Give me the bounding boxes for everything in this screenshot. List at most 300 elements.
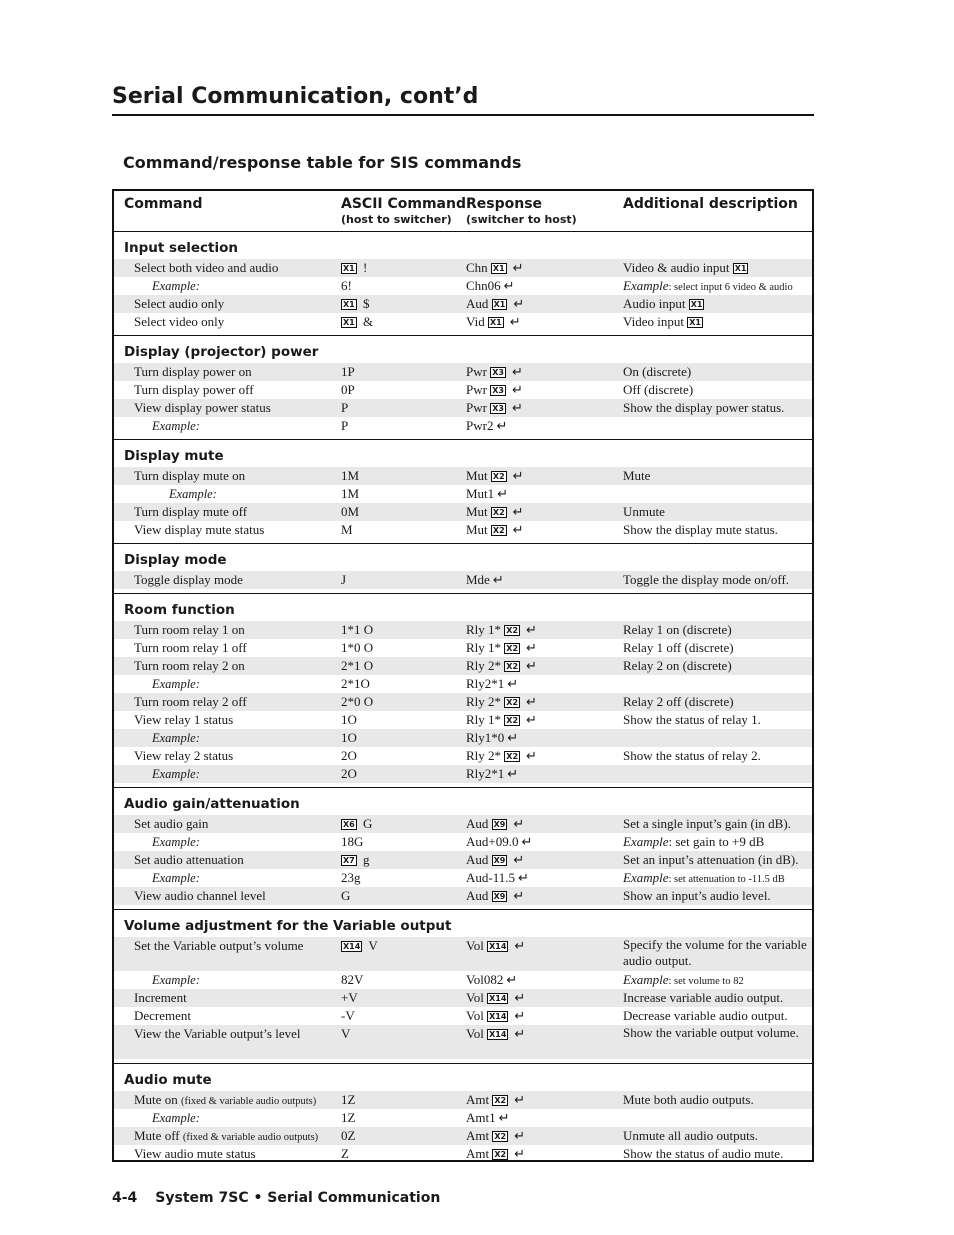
description-cell bbox=[623, 467, 650, 485]
return-icon: ↵ bbox=[514, 1026, 526, 1041]
ascii-text: 18G bbox=[341, 834, 364, 849]
variable-key-box: X14 bbox=[343, 942, 361, 951]
example-note: : set attenuation to -11.5 dB bbox=[668, 874, 785, 885]
command-group bbox=[114, 788, 812, 910]
description-cell bbox=[623, 747, 761, 765]
variable-key-box: X1 bbox=[489, 318, 502, 327]
response-text: Pwr2 bbox=[466, 418, 494, 433]
table-row bbox=[114, 747, 812, 765]
table-row bbox=[114, 869, 812, 887]
ascii-cell bbox=[341, 815, 372, 833]
response-cell bbox=[466, 503, 524, 521]
table-row bbox=[114, 989, 812, 1007]
table-row bbox=[114, 815, 812, 833]
command-cell bbox=[134, 295, 224, 313]
return-icon: ↵ bbox=[496, 418, 508, 433]
command-text: Increment bbox=[134, 990, 187, 1005]
sis-command-table bbox=[112, 189, 814, 1162]
ascii-cell bbox=[341, 833, 363, 851]
table-row bbox=[114, 521, 812, 539]
ascii-cell bbox=[341, 363, 355, 381]
table-row bbox=[114, 259, 812, 277]
command-text: Example bbox=[152, 871, 196, 885]
ascii-cell bbox=[341, 295, 369, 313]
table-row bbox=[114, 729, 812, 747]
ascii-text: 1M bbox=[341, 468, 360, 483]
return-icon: ↵ bbox=[514, 938, 526, 953]
ascii-cell bbox=[341, 1145, 349, 1163]
ascii-text: 1*0 O bbox=[341, 640, 374, 655]
description-text: Audio input bbox=[623, 296, 686, 311]
description-text: Video & audio input bbox=[623, 260, 730, 275]
ascii-text: P bbox=[341, 400, 349, 415]
ascii-text: G bbox=[341, 888, 351, 903]
command-text: Select both video and audio bbox=[134, 260, 279, 275]
command-text: View relay 2 status bbox=[134, 748, 234, 763]
command-cell bbox=[134, 815, 208, 833]
response-cell bbox=[466, 259, 524, 277]
response-cell bbox=[466, 621, 537, 639]
variable-key-box: X14 bbox=[489, 1012, 507, 1021]
command-cell bbox=[134, 621, 245, 639]
example-note: : select input 6 video & audio bbox=[668, 282, 793, 293]
description-cell bbox=[623, 295, 707, 313]
ascii-text: 1*1 O bbox=[341, 622, 374, 637]
response-text: Chn bbox=[466, 260, 488, 275]
group-title: Display mode bbox=[124, 552, 227, 568]
variable-key-box: X3 bbox=[492, 386, 504, 395]
return-icon: ↵ bbox=[507, 730, 519, 745]
colon: : bbox=[195, 835, 200, 849]
command-text: View audio channel level bbox=[134, 888, 266, 903]
ascii-text: Z bbox=[341, 1146, 349, 1161]
return-icon: ↵ bbox=[507, 676, 519, 691]
ascii-text: 2*1 O bbox=[341, 658, 374, 673]
description-text: Mute bbox=[623, 468, 651, 483]
ascii-text: G bbox=[359, 816, 373, 831]
ascii-text: 82V bbox=[341, 972, 364, 987]
variable-key-box: X2 bbox=[494, 1150, 507, 1159]
table-row bbox=[114, 657, 812, 675]
return-icon: ↵ bbox=[526, 712, 537, 727]
response-cell bbox=[466, 887, 524, 905]
table-row bbox=[114, 711, 812, 729]
command-cell bbox=[134, 1091, 316, 1111]
command-text: Decrement bbox=[134, 1008, 192, 1023]
response-text: Amt1 bbox=[466, 1110, 496, 1125]
ascii-text: 1Z bbox=[341, 1092, 356, 1107]
command-cell bbox=[134, 381, 254, 399]
response-text: Pwr bbox=[466, 382, 487, 397]
command-group bbox=[114, 440, 812, 544]
description-text: Show an input’s audio level. bbox=[623, 888, 771, 903]
response-text: Vol bbox=[466, 1026, 484, 1041]
return-icon: ↵ bbox=[514, 1008, 526, 1023]
command-text: Example bbox=[152, 767, 196, 781]
return-icon: ↵ bbox=[513, 852, 525, 867]
ascii-cell bbox=[341, 485, 359, 503]
command-text: Turn display mute off bbox=[134, 504, 248, 519]
table-row bbox=[114, 1091, 812, 1109]
ascii-cell bbox=[341, 521, 353, 539]
response-cell bbox=[466, 989, 525, 1007]
response-text: Aud+09.0 bbox=[466, 834, 519, 849]
command-cell bbox=[134, 711, 233, 729]
ascii-text: +V bbox=[341, 990, 358, 1005]
response-cell bbox=[466, 467, 524, 485]
example-note: : set gain to +9 dB bbox=[668, 834, 765, 849]
table-row bbox=[114, 675, 812, 693]
table-row bbox=[114, 1025, 812, 1059]
response-cell bbox=[466, 815, 524, 833]
response-cell bbox=[466, 937, 525, 955]
response-cell bbox=[466, 521, 524, 539]
table-header bbox=[114, 191, 812, 232]
command-text: Set audio gain bbox=[134, 816, 209, 831]
ascii-cell bbox=[341, 729, 357, 747]
ascii-text: 6! bbox=[341, 278, 352, 293]
table-row bbox=[114, 1109, 812, 1127]
description-cell bbox=[623, 639, 734, 657]
table-row bbox=[114, 833, 812, 851]
command-cell bbox=[134, 313, 224, 331]
table-row bbox=[114, 363, 812, 381]
ascii-text: M bbox=[341, 522, 353, 537]
ascii-cell bbox=[341, 711, 357, 729]
ascii-cell bbox=[341, 621, 373, 639]
ascii-text: 2O bbox=[341, 748, 357, 763]
command-cell bbox=[134, 1127, 318, 1147]
command-text: Select audio only bbox=[134, 296, 225, 311]
response-cell bbox=[466, 851, 524, 869]
group-title: Display (projector) power bbox=[124, 344, 319, 360]
description-text: Show the display mute status. bbox=[623, 522, 778, 537]
variable-key-box: X14 bbox=[489, 1030, 507, 1039]
page-title: Serial Communication, cont’d bbox=[112, 82, 814, 116]
variable-key-box: X7 bbox=[343, 856, 355, 865]
variable-key-box: X2 bbox=[506, 626, 519, 635]
description-text: Specify the volume for the variable audio output. bbox=[623, 937, 807, 968]
table-row bbox=[114, 887, 812, 905]
return-icon: ↵ bbox=[498, 1110, 510, 1125]
table-row bbox=[114, 571, 812, 589]
table-row bbox=[114, 295, 812, 313]
command-text: Turn room relay 2 on bbox=[134, 658, 245, 673]
variable-key-box: X2 bbox=[506, 698, 519, 707]
response-text: Mut bbox=[466, 504, 488, 519]
ascii-text: 0P bbox=[341, 382, 355, 397]
command-cell bbox=[152, 971, 200, 989]
command-cell bbox=[152, 277, 200, 295]
response-text: Rly2*1 bbox=[466, 766, 505, 781]
response-text: Mut bbox=[466, 522, 488, 537]
command-text: View display power status bbox=[134, 400, 271, 415]
page-number: 4-4 bbox=[112, 1190, 138, 1206]
response-cell bbox=[466, 765, 518, 783]
description-cell bbox=[623, 711, 761, 729]
description-cell bbox=[623, 815, 791, 833]
command-cell bbox=[134, 937, 303, 955]
response-cell bbox=[466, 1025, 525, 1043]
response-cell bbox=[466, 1007, 525, 1025]
command-cell bbox=[134, 467, 245, 485]
table-row bbox=[114, 937, 812, 971]
ascii-text: 1Z bbox=[341, 1110, 356, 1125]
page-footer bbox=[112, 1190, 440, 1206]
command-text: Set the Variable output’s volume bbox=[134, 938, 304, 953]
command-text: Mute on bbox=[134, 1092, 178, 1107]
response-text: Pwr bbox=[466, 364, 487, 379]
ascii-text: V bbox=[365, 938, 378, 953]
response-cell bbox=[466, 675, 518, 693]
description-cell bbox=[623, 1145, 783, 1163]
return-icon: ↵ bbox=[511, 382, 523, 397]
return-icon: ↵ bbox=[514, 990, 526, 1005]
colon: : bbox=[195, 1111, 200, 1125]
example-label: Example bbox=[623, 834, 669, 849]
header-description: Additional description bbox=[623, 196, 798, 212]
response-text: Chn06 bbox=[466, 278, 501, 293]
variable-key-box: X1 bbox=[343, 300, 355, 309]
ascii-cell bbox=[341, 277, 352, 295]
response-cell bbox=[466, 729, 518, 747]
description-cell bbox=[623, 989, 783, 1007]
response-cell bbox=[466, 971, 517, 989]
response-cell bbox=[466, 381, 523, 399]
response-text: Rly 2* bbox=[466, 694, 502, 709]
response-cell bbox=[466, 869, 529, 887]
ascii-text: 1O bbox=[341, 712, 357, 727]
response-text: Vol bbox=[466, 938, 484, 953]
ascii-text: $ bbox=[359, 296, 370, 311]
ascii-cell bbox=[341, 851, 369, 869]
description-text: Decrease variable audio output. bbox=[623, 1008, 788, 1023]
command-cell bbox=[134, 989, 187, 1007]
variable-key-box: X9 bbox=[493, 820, 506, 829]
variable-key-box: X1 bbox=[493, 300, 506, 309]
ascii-text: 23g bbox=[341, 870, 361, 885]
response-text: Rly 1* bbox=[466, 640, 502, 655]
ascii-text: V bbox=[341, 1026, 351, 1041]
command-cell bbox=[152, 417, 200, 435]
table-row bbox=[114, 765, 812, 783]
response-text: Vol bbox=[466, 990, 484, 1005]
command-cell bbox=[152, 869, 200, 887]
group-title: Input selection bbox=[124, 240, 239, 256]
colon: : bbox=[195, 871, 200, 885]
table-row bbox=[114, 381, 812, 399]
description-text: Show the status of relay 2. bbox=[623, 748, 761, 763]
ascii-cell bbox=[341, 675, 370, 693]
header-ascii: ASCII Command (host to switcher) bbox=[341, 196, 466, 226]
command-text: Turn room relay 1 on bbox=[134, 622, 245, 637]
return-icon: ↵ bbox=[526, 694, 537, 709]
ascii-cell bbox=[341, 937, 378, 955]
group-title: Display mute bbox=[124, 448, 224, 464]
response-text: Amt bbox=[466, 1092, 490, 1107]
variable-key-box: X2 bbox=[494, 1096, 507, 1105]
description-cell bbox=[623, 693, 734, 711]
return-icon: ↵ bbox=[511, 400, 523, 415]
table-row bbox=[114, 693, 812, 711]
description-cell bbox=[623, 621, 732, 639]
response-text: Amt bbox=[466, 1128, 490, 1143]
table-row bbox=[114, 399, 812, 417]
variable-key-box: X1 bbox=[343, 318, 355, 327]
response-cell bbox=[466, 639, 537, 657]
response-text: Vol082 bbox=[466, 972, 504, 987]
description-cell bbox=[623, 399, 784, 417]
variable-key-box: X3 bbox=[492, 404, 504, 413]
command-text: Example bbox=[152, 835, 196, 849]
command-text: Example bbox=[169, 487, 213, 501]
variable-key-box: X2 bbox=[506, 716, 519, 725]
table-row bbox=[114, 971, 812, 989]
return-icon: ↵ bbox=[511, 364, 523, 379]
colon: : bbox=[195, 973, 200, 987]
description-cell bbox=[623, 1091, 754, 1109]
return-icon: ↵ bbox=[513, 888, 525, 903]
ascii-cell bbox=[341, 1025, 350, 1043]
ascii-cell bbox=[341, 1091, 355, 1109]
table-row bbox=[114, 1145, 812, 1163]
command-cell bbox=[134, 259, 278, 277]
group-title: Audio mute bbox=[124, 1072, 212, 1088]
ascii-cell bbox=[341, 381, 355, 399]
table-row bbox=[114, 485, 812, 503]
description-text: On (discrete) bbox=[623, 364, 692, 379]
return-icon: ↵ bbox=[526, 622, 537, 637]
ascii-cell bbox=[341, 747, 357, 765]
colon: : bbox=[212, 487, 217, 501]
ascii-text: 1P bbox=[341, 364, 355, 379]
description-text: Show the status of relay 1. bbox=[623, 712, 761, 727]
response-cell bbox=[466, 485, 508, 503]
return-icon: ↵ bbox=[512, 468, 524, 483]
command-group bbox=[114, 544, 812, 594]
return-icon: ↵ bbox=[518, 870, 529, 885]
command-cell bbox=[134, 693, 247, 711]
command-text: Set audio attenuation bbox=[134, 852, 244, 867]
command-cell bbox=[134, 887, 266, 905]
table-body bbox=[114, 232, 812, 1167]
description-text: Unmute all audio outputs. bbox=[623, 1128, 759, 1143]
command-cell bbox=[134, 851, 244, 869]
response-text: Pwr bbox=[466, 400, 487, 415]
response-text: Mde bbox=[466, 572, 490, 587]
command-text: View audio mute status bbox=[134, 1146, 256, 1161]
command-group bbox=[114, 1064, 812, 1167]
return-icon: ↵ bbox=[514, 1146, 526, 1161]
ascii-text: -V bbox=[341, 1008, 355, 1023]
variable-key-box: X2 bbox=[494, 1132, 507, 1141]
command-text: Mute off bbox=[134, 1128, 180, 1143]
variable-key-box: X6 bbox=[343, 820, 355, 829]
table-row bbox=[114, 851, 812, 869]
ascii-cell bbox=[341, 887, 350, 905]
command-cell bbox=[152, 1109, 200, 1127]
command-group bbox=[114, 594, 812, 788]
colon: : bbox=[195, 731, 200, 745]
command-text: View the Variable output’s level bbox=[134, 1026, 301, 1041]
response-cell bbox=[466, 571, 504, 589]
response-text: Aud bbox=[466, 296, 489, 311]
response-text: Amt bbox=[466, 1146, 490, 1161]
command-group bbox=[114, 232, 812, 336]
table-row bbox=[114, 1127, 812, 1145]
response-text: Mut1 bbox=[466, 486, 495, 501]
ascii-cell bbox=[341, 765, 357, 783]
response-cell bbox=[466, 295, 524, 313]
description-text: Relay 2 on (discrete) bbox=[623, 658, 732, 673]
variable-key-box: X2 bbox=[492, 508, 505, 517]
response-text: Aud-11.5 bbox=[466, 870, 515, 885]
response-cell bbox=[466, 363, 523, 381]
example-label: Example bbox=[623, 278, 669, 293]
group-title: Room function bbox=[124, 602, 235, 618]
ascii-text: & bbox=[359, 314, 374, 329]
header-command: Command bbox=[124, 196, 203, 212]
response-cell bbox=[466, 277, 515, 295]
response-text: Rly 1* bbox=[466, 712, 502, 727]
ascii-cell bbox=[341, 639, 373, 657]
table-row bbox=[114, 467, 812, 485]
command-text: Select video only bbox=[134, 314, 225, 329]
command-text: Example bbox=[152, 677, 196, 691]
description-text: Show the status of audio mute. bbox=[623, 1146, 784, 1161]
command-cell bbox=[134, 399, 271, 417]
response-text: Aud bbox=[466, 816, 489, 831]
command-cell bbox=[152, 765, 200, 783]
response-cell bbox=[466, 711, 537, 729]
ascii-cell bbox=[341, 1127, 355, 1145]
variable-key-box: X3 bbox=[492, 368, 504, 377]
return-icon: ↵ bbox=[514, 1128, 526, 1143]
table-row bbox=[114, 277, 812, 295]
return-icon: ↵ bbox=[513, 816, 525, 831]
group-title: Volume adjustment for the Variable output bbox=[124, 918, 452, 934]
return-icon: ↵ bbox=[512, 504, 524, 519]
response-cell bbox=[466, 399, 523, 417]
command-text: Example bbox=[152, 1111, 196, 1125]
ascii-cell bbox=[341, 989, 358, 1007]
command-cell bbox=[134, 639, 247, 657]
return-icon: ↵ bbox=[509, 314, 521, 329]
colon: : bbox=[195, 677, 200, 691]
description-text: Relay 2 off (discrete) bbox=[623, 694, 734, 709]
ascii-text: J bbox=[341, 572, 347, 587]
variable-key-box: X14 bbox=[489, 994, 507, 1003]
command-group bbox=[114, 336, 812, 440]
command-note: (fixed & variable audio outputs) bbox=[180, 1096, 317, 1107]
ascii-cell bbox=[341, 503, 359, 521]
response-cell bbox=[466, 1109, 510, 1127]
return-icon: ↵ bbox=[514, 1092, 526, 1107]
description-cell bbox=[623, 521, 778, 539]
ascii-text: 2*1O bbox=[341, 676, 370, 691]
return-icon: ↵ bbox=[513, 296, 525, 311]
response-cell bbox=[466, 693, 537, 711]
group-title: Audio gain/attenuation bbox=[124, 796, 300, 812]
section-title: Command/response table for SIS commands bbox=[123, 153, 522, 172]
command-note: (fixed & variable audio outputs) bbox=[182, 1132, 319, 1143]
ascii-cell bbox=[341, 869, 361, 887]
variable-key-box: X9 bbox=[493, 856, 506, 865]
command-text: Turn display mute on bbox=[134, 468, 246, 483]
variable-key-box: X2 bbox=[492, 526, 505, 535]
table-row bbox=[114, 621, 812, 639]
command-text: Toggle display mode bbox=[134, 572, 243, 587]
